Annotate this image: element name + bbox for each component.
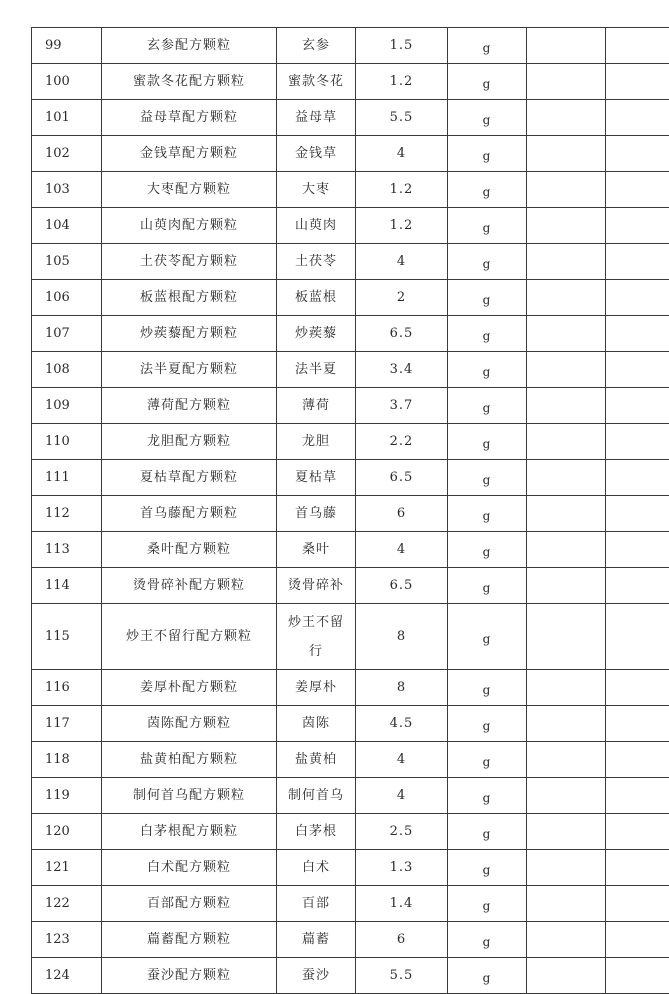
row-number: 121 (32, 850, 102, 886)
product-name: 百部配方颗粒 (102, 886, 277, 922)
row-number: 119 (32, 778, 102, 814)
product-name: 制何首乌配方颗粒 (102, 778, 277, 814)
product-name: 烫骨碎补配方颗粒 (102, 568, 277, 604)
herb-name: 大枣 (277, 172, 356, 208)
blank-cell (527, 460, 606, 496)
unit: g (448, 316, 527, 352)
row-number: 100 (32, 64, 102, 100)
herb-name: 炒蒺藜 (277, 316, 356, 352)
unit: g (448, 670, 527, 706)
table-row (32, 100, 669, 136)
unit: g (448, 28, 527, 64)
unit: g (448, 100, 527, 136)
table-body (32, 28, 669, 994)
unit: g (448, 64, 527, 100)
unit: g (448, 424, 527, 460)
table-row (32, 352, 669, 388)
unit: g (448, 208, 527, 244)
unit: g (448, 352, 527, 388)
blank-cell (527, 778, 606, 814)
quantity: 2.5 (356, 814, 448, 850)
quantity: 6.5 (356, 460, 448, 496)
table-row (32, 778, 669, 814)
row-number: 104 (32, 208, 102, 244)
unit: g (448, 532, 527, 568)
blank-cell (527, 496, 606, 532)
quantity: 1.3 (356, 850, 448, 886)
row-number: 108 (32, 352, 102, 388)
unit: g (448, 604, 527, 670)
table-row (32, 922, 669, 958)
herb-name: 制何首乌 (277, 778, 356, 814)
blank-cell (606, 742, 669, 778)
table-row (32, 388, 669, 424)
blank-cell (606, 28, 669, 64)
product-name: 蜜款冬花配方颗粒 (102, 64, 277, 100)
blank-cell (606, 886, 669, 922)
herb-name: 烫骨碎补 (277, 568, 356, 604)
blank-cell (527, 208, 606, 244)
product-name: 首乌藤配方颗粒 (102, 496, 277, 532)
blank-cell (527, 100, 606, 136)
blank-cell (527, 532, 606, 568)
table-row (32, 172, 669, 208)
blank-cell (527, 244, 606, 280)
table-row (32, 604, 669, 670)
blank-cell (606, 850, 669, 886)
herb-name: 山萸肉 (277, 208, 356, 244)
blank-cell (606, 922, 669, 958)
quantity: 1.2 (356, 208, 448, 244)
row-number: 107 (32, 316, 102, 352)
row-number: 102 (32, 136, 102, 172)
unit: g (448, 460, 527, 496)
row-number: 124 (32, 958, 102, 994)
blank-cell (606, 778, 669, 814)
row-number: 105 (32, 244, 102, 280)
product-name: 萹蓄配方颗粒 (102, 922, 277, 958)
table-row (32, 280, 669, 316)
product-name: 盐黄柏配方颗粒 (102, 742, 277, 778)
blank-cell (606, 460, 669, 496)
row-number: 122 (32, 886, 102, 922)
product-name: 金钱草配方颗粒 (102, 136, 277, 172)
blank-cell (527, 604, 606, 670)
blank-cell (606, 280, 669, 316)
herb-name: 白术 (277, 850, 356, 886)
product-name: 炒蒺藜配方颗粒 (102, 316, 277, 352)
blank-cell (606, 100, 669, 136)
blank-cell (527, 424, 606, 460)
quantity: 4 (356, 532, 448, 568)
blank-cell (606, 568, 669, 604)
product-name: 法半夏配方颗粒 (102, 352, 277, 388)
row-number: 110 (32, 424, 102, 460)
unit: g (448, 172, 527, 208)
row-number: 103 (32, 172, 102, 208)
table-row (32, 28, 669, 64)
blank-cell (527, 814, 606, 850)
blank-cell (527, 568, 606, 604)
blank-cell (527, 742, 606, 778)
row-number: 116 (32, 670, 102, 706)
blank-cell (606, 136, 669, 172)
blank-cell (527, 886, 606, 922)
blank-cell (606, 64, 669, 100)
table-row (32, 886, 669, 922)
herb-name: 盐黄柏 (277, 742, 356, 778)
quantity: 8 (356, 670, 448, 706)
quantity: 3.7 (356, 388, 448, 424)
blank-cell (606, 244, 669, 280)
blank-cell (606, 604, 669, 670)
unit: g (448, 280, 527, 316)
table-row (32, 496, 669, 532)
row-number: 101 (32, 100, 102, 136)
row-number: 99 (32, 28, 102, 64)
unit: g (448, 568, 527, 604)
herb-name: 茵陈 (277, 706, 356, 742)
table-row (32, 850, 669, 886)
product-name: 大枣配方颗粒 (102, 172, 277, 208)
blank-cell (527, 64, 606, 100)
blank-cell (606, 208, 669, 244)
blank-cell (527, 670, 606, 706)
row-number: 118 (32, 742, 102, 778)
unit: g (448, 742, 527, 778)
quantity: 5.5 (356, 958, 448, 994)
unit: g (448, 958, 527, 994)
blank-cell (527, 922, 606, 958)
quantity: 6.5 (356, 316, 448, 352)
herb-name: 白茅根 (277, 814, 356, 850)
product-name: 益母草配方颗粒 (102, 100, 277, 136)
quantity: 6 (356, 922, 448, 958)
herb-name: 土茯苓 (277, 244, 356, 280)
quantity: 1.5 (356, 28, 448, 64)
table-row (32, 532, 669, 568)
quantity: 4 (356, 742, 448, 778)
blank-cell (527, 352, 606, 388)
blank-cell (527, 388, 606, 424)
row-number: 113 (32, 532, 102, 568)
blank-cell (527, 136, 606, 172)
unit: g (448, 706, 527, 742)
row-number: 117 (32, 706, 102, 742)
blank-cell (606, 958, 669, 994)
table-row (32, 958, 669, 994)
product-name: 白术配方颗粒 (102, 850, 277, 886)
herb-name: 金钱草 (277, 136, 356, 172)
quantity: 4 (356, 136, 448, 172)
blank-cell (606, 172, 669, 208)
product-name: 夏枯草配方颗粒 (102, 460, 277, 496)
quantity: 6 (356, 496, 448, 532)
quantity: 1.4 (356, 886, 448, 922)
quantity: 3.4 (356, 352, 448, 388)
product-name: 茵陈配方颗粒 (102, 706, 277, 742)
quantity: 1.2 (356, 64, 448, 100)
product-name: 桑叶配方颗粒 (102, 532, 277, 568)
herb-name: 法半夏 (277, 352, 356, 388)
quantity: 8 (356, 604, 448, 670)
blank-cell (527, 958, 606, 994)
unit: g (448, 496, 527, 532)
blank-cell (606, 352, 669, 388)
blank-cell (606, 814, 669, 850)
quantity: 2.2 (356, 424, 448, 460)
row-number: 106 (32, 280, 102, 316)
product-name: 姜厚朴配方颗粒 (102, 670, 277, 706)
unit: g (448, 886, 527, 922)
table-row (32, 316, 669, 352)
product-name: 土茯苓配方颗粒 (102, 244, 277, 280)
herb-name: 姜厚朴 (277, 670, 356, 706)
table-row (32, 742, 669, 778)
unit: g (448, 850, 527, 886)
unit: g (448, 388, 527, 424)
table-row (32, 460, 669, 496)
product-name: 白茅根配方颗粒 (102, 814, 277, 850)
product-name: 薄荷配方颗粒 (102, 388, 277, 424)
herb-name: 蜜款冬花 (277, 64, 356, 100)
blank-cell (606, 388, 669, 424)
unit: g (448, 778, 527, 814)
product-name: 板蓝根配方颗粒 (102, 280, 277, 316)
blank-cell (606, 532, 669, 568)
table-row (32, 670, 669, 706)
row-number: 123 (32, 922, 102, 958)
product-name: 蚕沙配方颗粒 (102, 958, 277, 994)
blank-cell (527, 28, 606, 64)
table-row (32, 244, 669, 280)
quantity: 4 (356, 244, 448, 280)
product-name: 玄参配方颗粒 (102, 28, 277, 64)
blank-cell (527, 706, 606, 742)
quantity: 1.2 (356, 172, 448, 208)
herb-name: 夏枯草 (277, 460, 356, 496)
row-number: 112 (32, 496, 102, 532)
blank-cell (606, 424, 669, 460)
herb-name: 益母草 (277, 100, 356, 136)
blank-cell (527, 316, 606, 352)
herb-granule-table (31, 27, 669, 994)
blank-cell (606, 670, 669, 706)
herb-name: 玄参 (277, 28, 356, 64)
herb-name: 龙胆 (277, 424, 356, 460)
herb-name: 桑叶 (277, 532, 356, 568)
blank-cell (527, 280, 606, 316)
herb-name: 板蓝根 (277, 280, 356, 316)
quantity: 4.5 (356, 706, 448, 742)
product-name: 炒王不留行配方颗粒 (102, 604, 277, 670)
herb-name: 百部 (277, 886, 356, 922)
row-number: 111 (32, 460, 102, 496)
unit: g (448, 136, 527, 172)
quantity: 5.5 (356, 100, 448, 136)
unit: g (448, 244, 527, 280)
herb-name: 首乌藤 (277, 496, 356, 532)
herb-name: 萹蓄 (277, 922, 356, 958)
quantity: 6.5 (356, 568, 448, 604)
unit: g (448, 814, 527, 850)
row-number: 120 (32, 814, 102, 850)
product-name: 龙胆配方颗粒 (102, 424, 277, 460)
blank-cell (606, 316, 669, 352)
product-name: 山萸肉配方颗粒 (102, 208, 277, 244)
table-row (32, 568, 669, 604)
table-row (32, 64, 669, 100)
table-row (32, 136, 669, 172)
blank-cell (606, 496, 669, 532)
row-number: 114 (32, 568, 102, 604)
quantity: 2 (356, 280, 448, 316)
table-row (32, 814, 669, 850)
herb-name: 薄荷 (277, 388, 356, 424)
herb-name: 蚕沙 (277, 958, 356, 994)
unit: g (448, 922, 527, 958)
row-number: 109 (32, 388, 102, 424)
row-number: 115 (32, 604, 102, 670)
table-row (32, 208, 669, 244)
table-row (32, 424, 669, 460)
blank-cell (527, 850, 606, 886)
quantity: 4 (356, 778, 448, 814)
blank-cell (606, 706, 669, 742)
table-row (32, 706, 669, 742)
blank-cell (527, 172, 606, 208)
herb-name: 炒王不留行 (277, 604, 356, 670)
